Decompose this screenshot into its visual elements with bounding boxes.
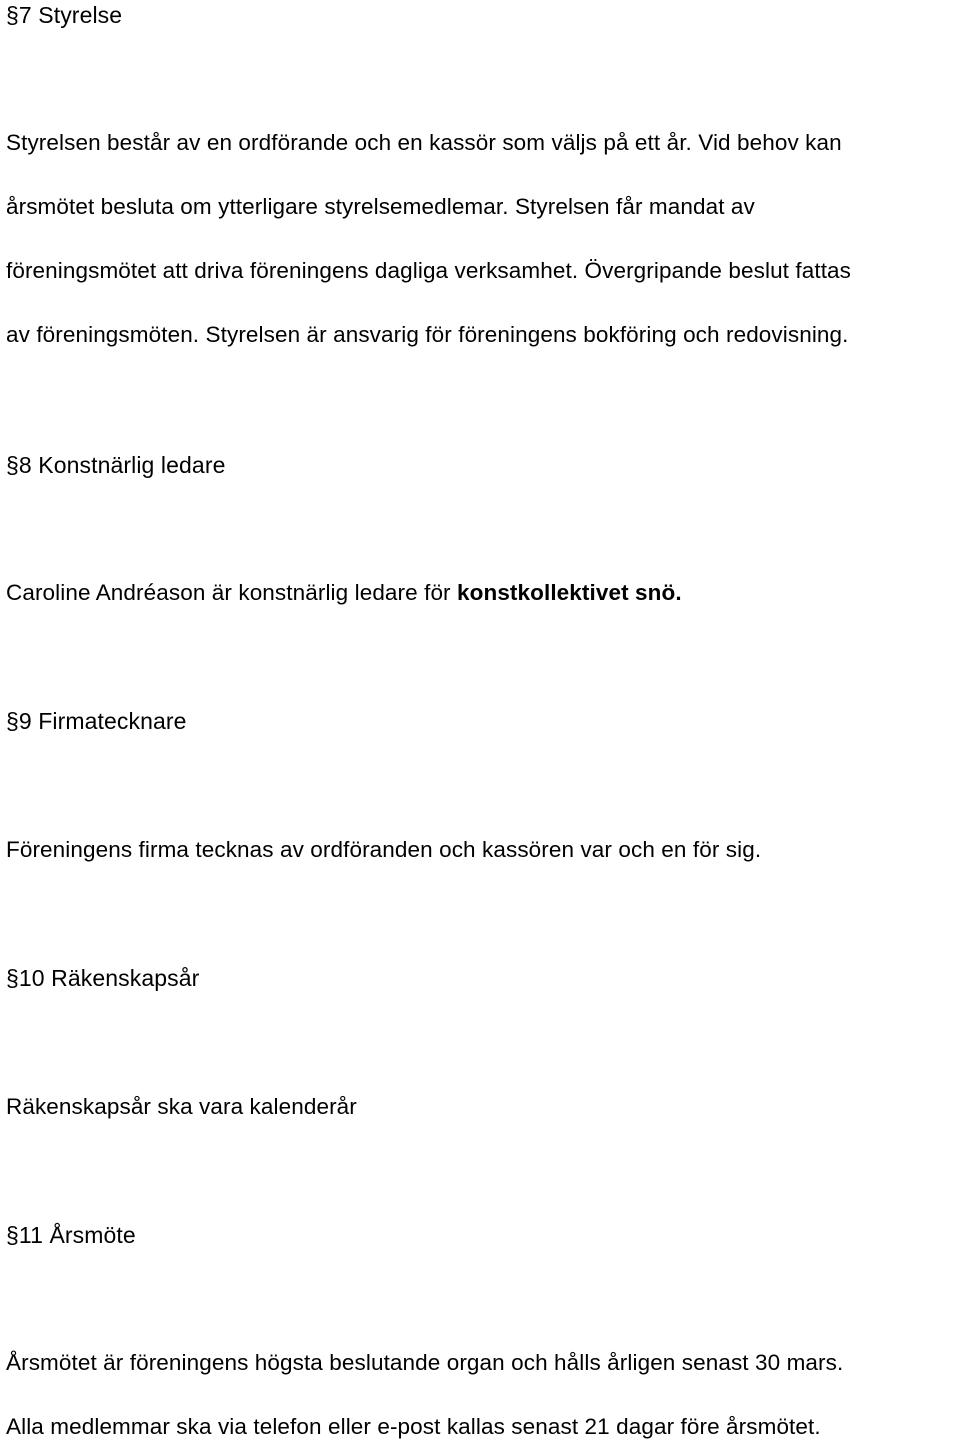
konstnarlig-ledare-text	[6, 578, 682, 608]
styrelse-text-line-3: föreningsmötet att driva föreningens dagliga verksamhet. Övergripande beslut fattas	[6, 258, 852, 283]
arsmote-text-line-1: Årsmötet är föreningens högsta beslutande organ och hålls årligen senast 30 mars.	[6, 1350, 844, 1375]
section-heading-styrelse: §7 Styrelse	[6, 2, 123, 28]
rakenskapsar-text: Räkenskapsår ska vara kalenderår	[6, 1094, 357, 1119]
konstnarlig-ledare-text-bold: konstkollektivet snö.	[457, 580, 682, 605]
styrelse-text-line-2: årsmötet besluta om ytterligare styrelsemedlemar. Styrelsen får mandat av	[6, 194, 755, 219]
section-heading-firmatecknare: §9 Firmatecknare	[6, 708, 187, 734]
konstnarlig-ledare-text-regular: Caroline Andréason är konstnärlig ledare för	[6, 580, 458, 605]
arsmote-text-line-2: Alla medlemmar ska via telefon eller e-post kallas senast 21 dagar före årsmötet.	[6, 1414, 821, 1439]
styrelse-text-line-4: av föreningsmöten. Styrelsen är ansvarig för föreningens bokföring och redovisning.	[6, 322, 849, 347]
section-heading-rakenskapsar: §10 Räkenskapsår	[6, 965, 200, 991]
styrelse-text-line-1: Styrelsen består av en ordförande och en kassör som väljs på ett år. Vid behov kan	[6, 130, 842, 155]
section-heading-konstnarlig-ledare: §8 Konstnärlig ledare	[6, 452, 226, 478]
firmatecknare-text: Föreningens firma tecknas av ordföranden och kassören var och en för sig.	[6, 837, 762, 862]
section-heading-arsmote: §11 Årsmöte	[6, 1222, 136, 1248]
